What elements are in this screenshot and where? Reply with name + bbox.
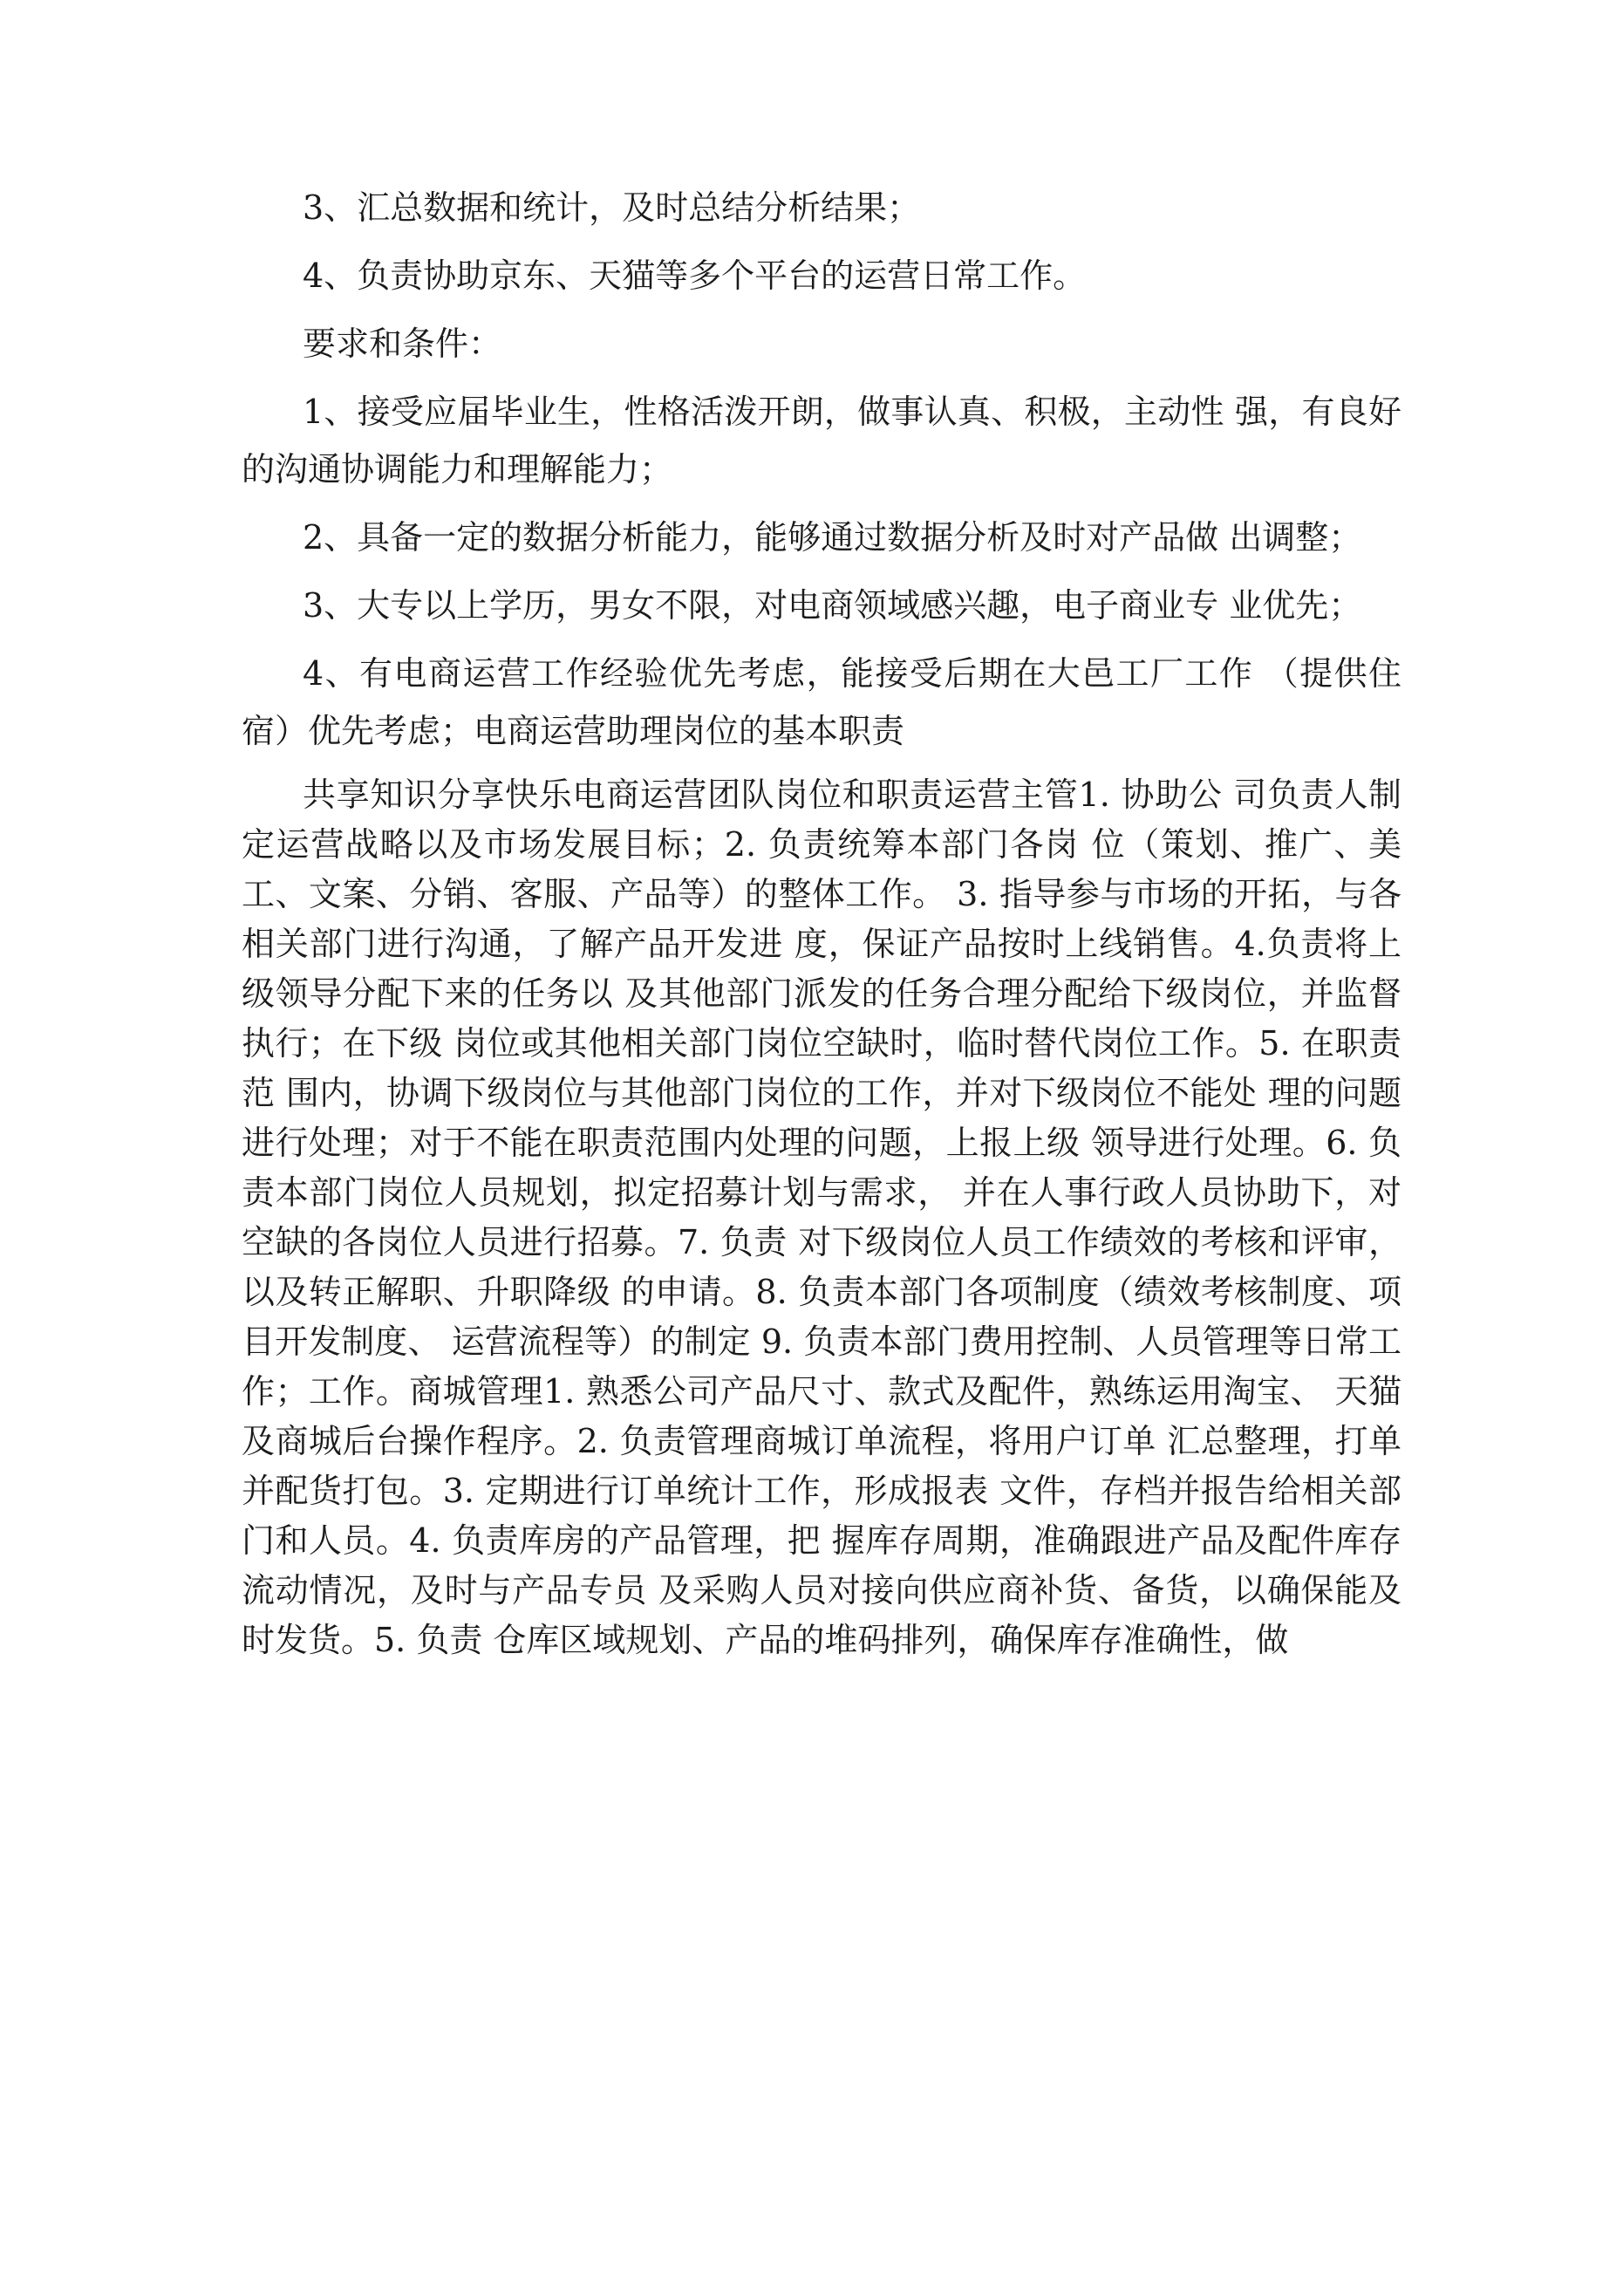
paragraph-requirements-heading: 要求和条件： bbox=[303, 325, 502, 363]
document-body bbox=[242, 179, 1401, 1665]
paragraph-summary-stats: 3、汇总数据和统计，及时总结分析结果； bbox=[303, 188, 921, 227]
paragraph-team-roles: 共享知识分享快乐电商运营团队岗位和职责运营主管1. 协助公 司负责人制定运营战略以及市场发展目标；2. 负责统筹本部门各岗 位（策划、推广、美工、文案、分销、客服、产品等）的整体工作。 3. 指导参与市场的开拓，与各相关部门进行沟通，了解产品开发进 度，保证产品按时上线销售。4.负责将上级领导分配下来的任务以 及其他部门派发的任务合理分配给下级岗位，并监督执行；在下级 岗位或其他相关部门岗位空缺时，临时替代岗位工作。5. 在职责范 围内，协调下级岗位与其他部门岗位的工作，并对下级岗位不能处 理的问题进行处理；对于不能在职责范围内处理的问题，上报上级 领导进行处理。6. 负责本部门岗位人员规划，拟定招募计划与需求， 并在人事行政人员协助下，对空缺的各岗位人员进行招募。7. 负责 对下级岗位人员工作绩效的考核和评审，以及转正解职、升职降级 的申请。8. 负责本部门各项制度（绩效考核制度、项目开发制度、 运营流程等）的制定 9. 负责本部门费用控制、人员管理等日常工作；工作。商城管理1. 熟悉公司产品尺寸、款式及配件，熟练运用淘宝、 天猫及商城后台操作程序。2. 负责管理商城订单流程，将用户订单 汇总整理，打单并配货打包。3. 定期进行订单统计工作，形成报表 文件，存档并报告给相关部门和人员。4. 负责库房的产品管理，把 握库存周期，准确跟进产品及配件库存流动情况，及时与产品专员 及采购人员对接向供应商补货、备货，以确保能及时发货。5. 负责 仓库区域规划、产品的堆码排列，确保库存准确性，做 bbox=[242, 776, 1401, 1659]
paragraph-requirement-1: 1、接受应届毕业生，性格活泼开朗，做事认真、积极，主动性 强，有良好的沟通协调能力和理解能力； bbox=[242, 393, 1401, 489]
paragraph-requirement-3: 3、大专以上学历，男女不限，对电商领域感兴趣，电子商业专 业优先； bbox=[303, 586, 1362, 625]
paragraph-requirement-2: 2、具备一定的数据分析能力，能够通过数据分析及时对产品做 出调整； bbox=[303, 518, 1362, 557]
paragraph-requirement-4: 4、有电商运营工作经验优先考虑，能接受后期在大邑工厂工作 （提供住宿）优先考虑；电商运营助理岗位的基本职责 bbox=[242, 654, 1401, 750]
paragraph-platform-ops: 4、负责协助京东、天猫等多个平台的运营日常工作。 bbox=[303, 256, 1087, 295]
